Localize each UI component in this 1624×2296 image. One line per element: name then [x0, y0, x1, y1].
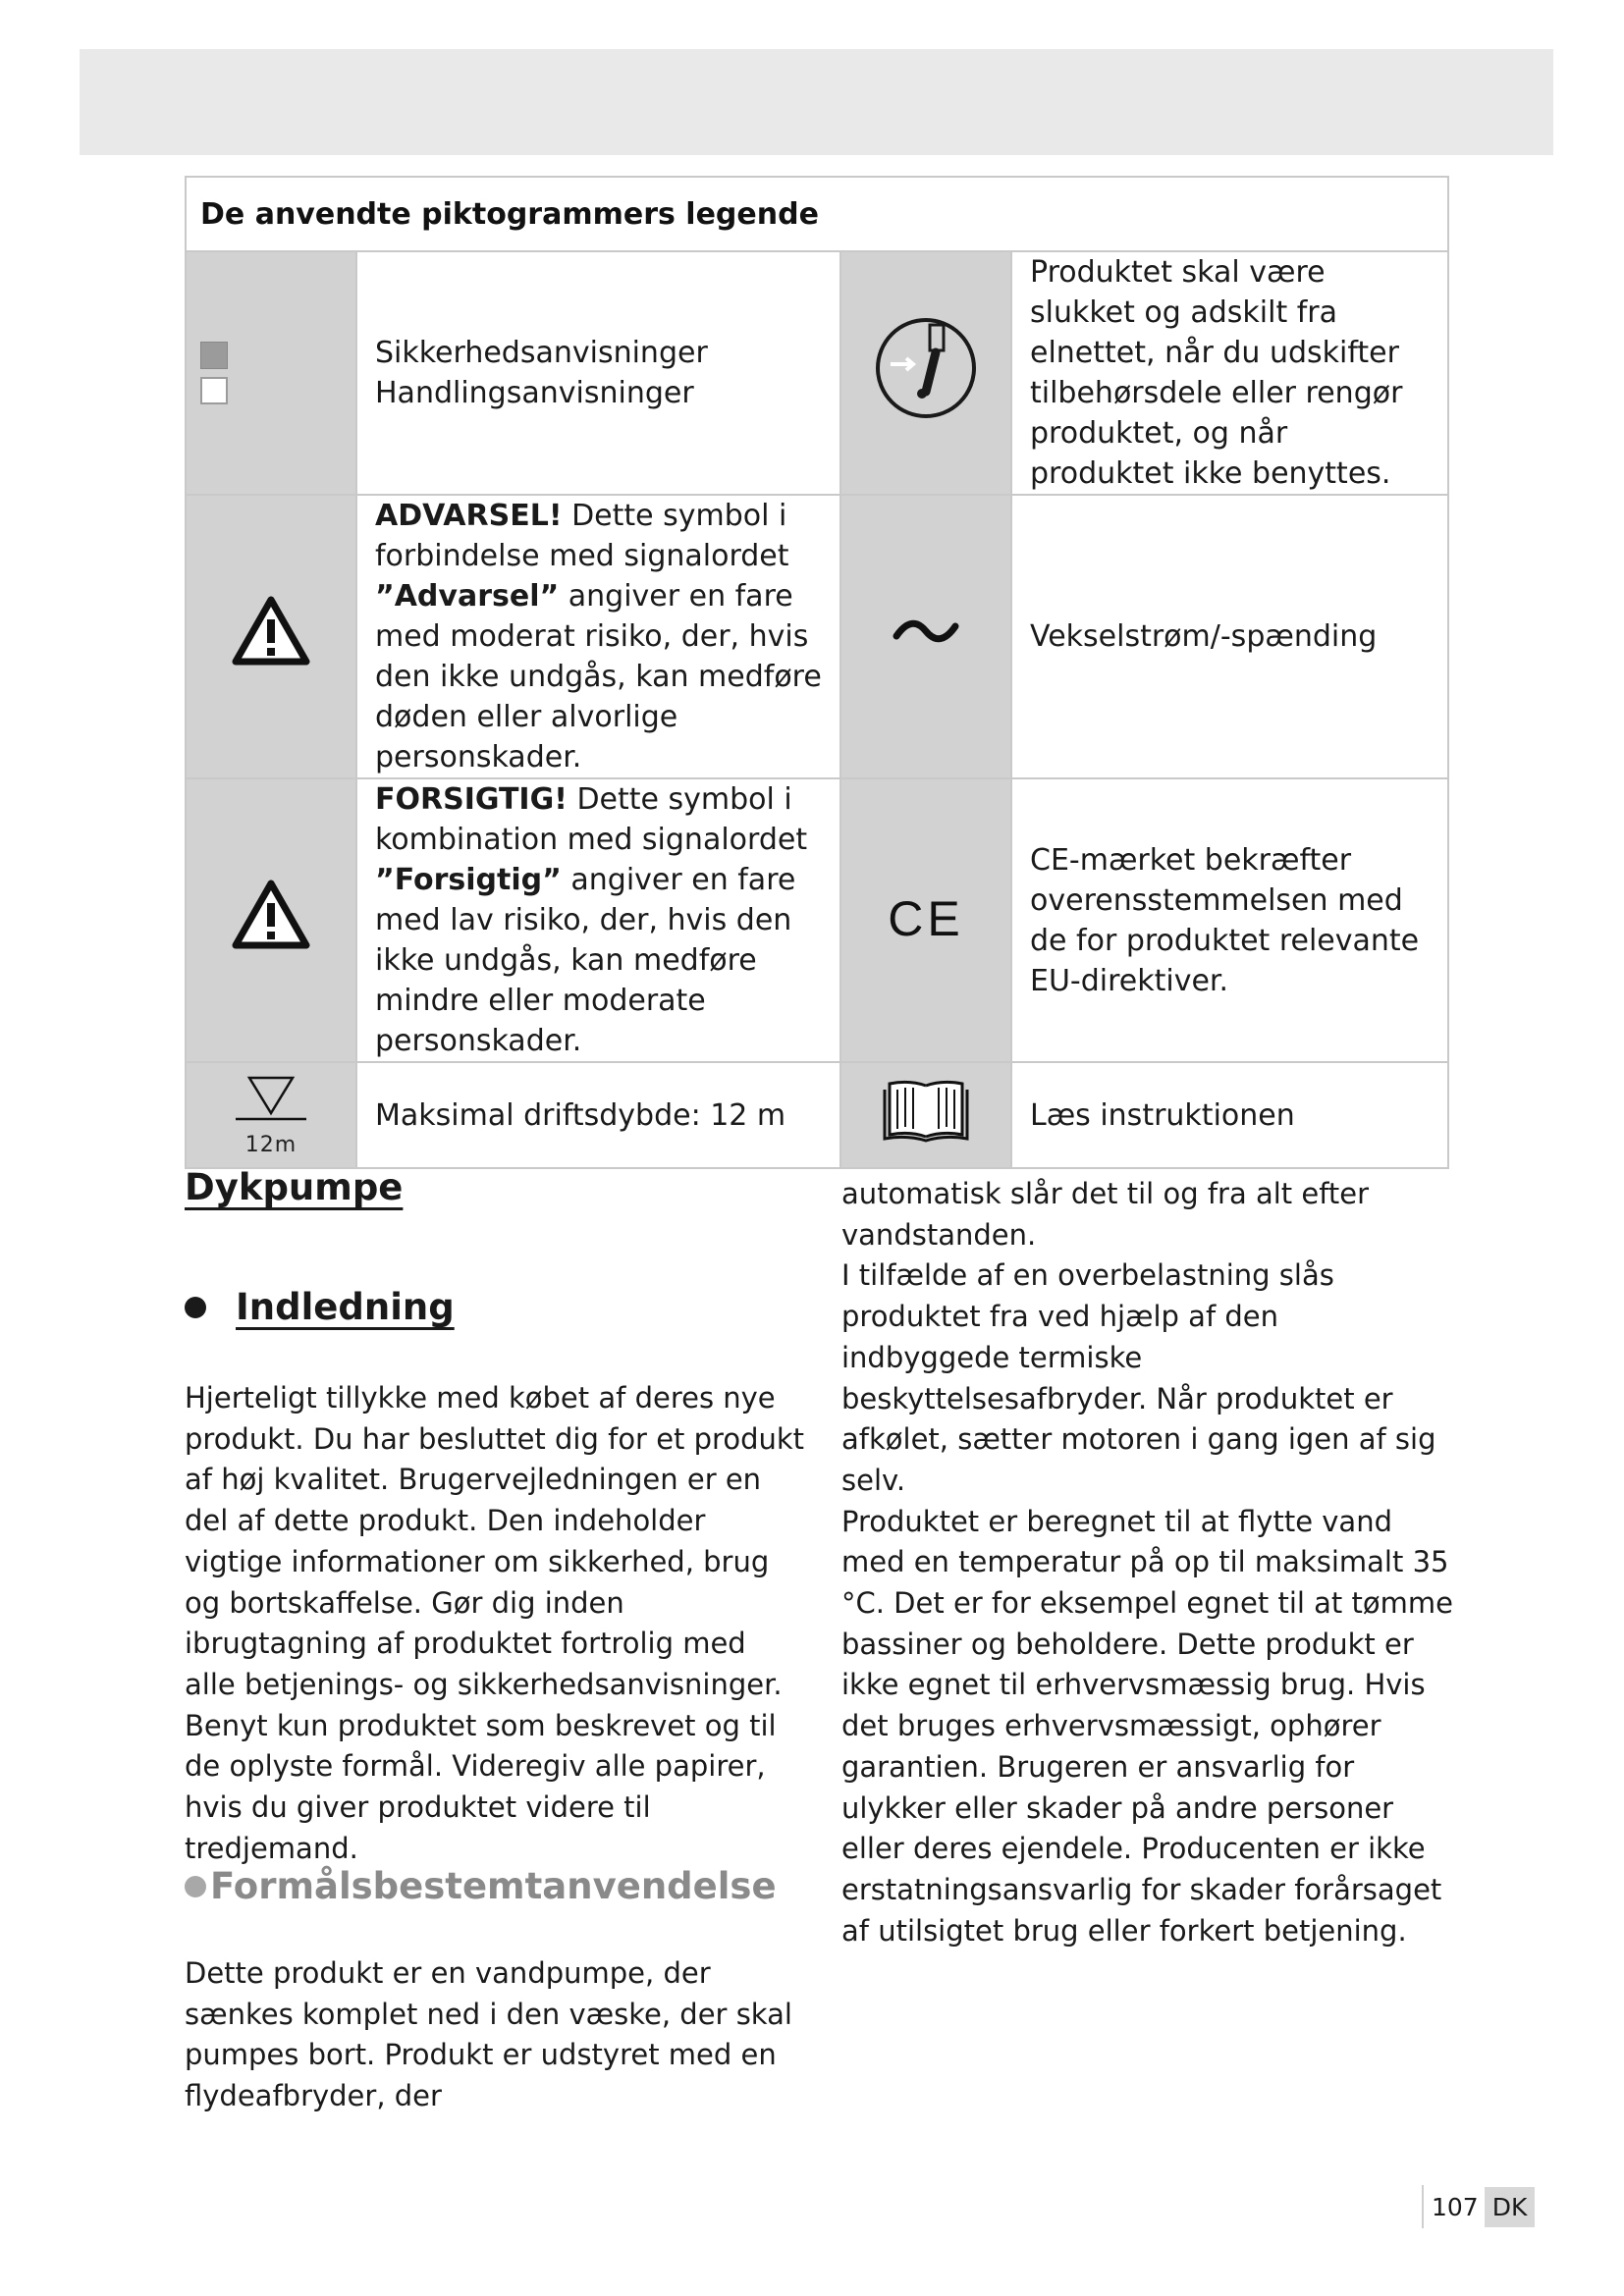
ac-text: Vekselstrøm/-spænding [1011, 495, 1448, 778]
caution-text-cell [356, 778, 840, 1062]
ce-icon-cell [840, 778, 1011, 1062]
open-book-icon [882, 1078, 970, 1143]
warning-text-cell [356, 495, 840, 778]
right-column-text [841, 1174, 1455, 1951]
footer-divider [1422, 2185, 1424, 2228]
depth-icon-cell [186, 1062, 356, 1168]
intro-heading-text: Indledning [236, 1286, 455, 1328]
instruction-types-cell [356, 251, 840, 495]
ce-text: CE-mærket bekræfter overensstemmelsen med de for produktet relevante EU-direktiver. [1011, 778, 1448, 1062]
warning-icon-cell [186, 495, 356, 778]
unplug-text: Produktet skal være slukket og adskilt fra elnettet, når du udskifter tilbehørsdele eller rengør produktet, og når produktet ikke benyttes. [1011, 251, 1448, 495]
warning-word: ”Advarsel” [375, 579, 560, 614]
warning-text-1: Dette symbol i forbindelse med signalordet [375, 499, 789, 573]
unplug-icon-cell [840, 251, 1011, 495]
intro-paragraph: Hjerteligt tillykke med købet af deres nye produkt. Du har besluttet dig for et produkt af høj kvalitet. Brugervejledningen er en del af dette produkt. Den indeholder vigtige informationer om sikkerhed, brug og bortskaffelse. Gør dig inden ibrugtagning af produktet fortrolig med alle betjenings- og sikkerhedsanvisninger. Benyt kun produktet som beskrevet og til de oplyste formål. Videregiv alle papirer, hvis du giver produktet videre til tredjemand. [185, 1381, 805, 1865]
right-paragraph-2: I tilfælde af en overbelastning slås produktet fra ved hjælp af den indbyggede termiske beskyttelsesafbryder. Når produktet er afkølet, sætter motoren i gang igen af sig selv. [841, 1258, 1436, 1497]
purpose-heading [185, 1865, 777, 1907]
warning-triangle-icon [231, 595, 311, 667]
caution-triangle-icon [231, 879, 311, 951]
header-band [80, 49, 1553, 155]
purpose-paragraph: Dette produkt er en vandpumpe, der sænkes komplet ned i den væske, der skal pumpes bort. Produkt er udstyret med en flydeafbryder, der [185, 1956, 792, 2113]
instruction-squares-cell [186, 251, 356, 495]
bullet-icon [185, 1297, 206, 1318]
caution-text-1: Dette symbol i kombination med signalordet [375, 782, 808, 857]
alternating-current-icon [892, 616, 960, 646]
handling-square-icon [200, 377, 228, 404]
ce-mark-icon: CE [888, 891, 964, 946]
manual-text: Læs instruktionen [1011, 1062, 1448, 1168]
warning-text-2: angiver en fare med moderat risiko, der, hvis den ikke undgås, kan medføre døden eller alvorlige personskader. [375, 579, 822, 774]
unplug-icon [873, 315, 979, 421]
caution-text-2: angiver en fare med lav risiko, der, hvis den ikke undgås, kan medføre mindre eller moderate personskader. [375, 863, 796, 1058]
safety-instructions-label: Sikkerhedsanvisninger [375, 336, 708, 370]
page-number-footer [1422, 2185, 1535, 2228]
right-paragraph-3: Produktet er beregnet til at flytte vand med en temperatur på op til maksimalt 35 °C. Det er for eksempel egnet til at tømme bassiner og beholdere. Dette produkt er ikke egnet til erhvervsmæssig brug. Hvis det bruges erhvervsmæssigt, ophører garantien. Brugeren er ansvarlig for ulykker eller skader på andre personer eller deres ejendele. Producenten er ikke erstatningsansvarlig for skader forårsaget af utilsigtet brug eller forkert betjening. [841, 1504, 1453, 1948]
ac-icon-cell [840, 495, 1011, 778]
intro-heading [185, 1286, 455, 1328]
language-code: DK [1485, 2187, 1536, 2227]
pictogram-legend-table [185, 176, 1449, 1169]
page-number: 107 [1432, 2192, 1479, 2221]
main-heading: Dykpumpe [185, 1166, 404, 1208]
depth-triangle-icon [232, 1074, 310, 1123]
handling-instructions-label: Handlingsanvisninger [375, 376, 694, 410]
bullet-icon [185, 1876, 206, 1897]
warning-label: ADVARSEL! [375, 499, 563, 533]
caution-icon-cell [186, 778, 356, 1062]
caution-word: ”Forsigtig” [375, 863, 562, 897]
right-paragraph-1: automatisk slår det til og fra alt efter vandstanden. [841, 1177, 1370, 1252]
caution-label: FORSIGTIG! [375, 782, 568, 817]
purpose-heading-text: Formålsbestemtanvendelse [210, 1865, 777, 1907]
safety-square-icon [200, 342, 228, 369]
depth-text: Maksimal driftsdybde: 12 m [356, 1062, 840, 1168]
legend-title: De anvendte piktogrammers legende [186, 177, 1448, 251]
depth-symbol-label: 12m [244, 1132, 298, 1157]
manual-icon-cell [840, 1062, 1011, 1168]
